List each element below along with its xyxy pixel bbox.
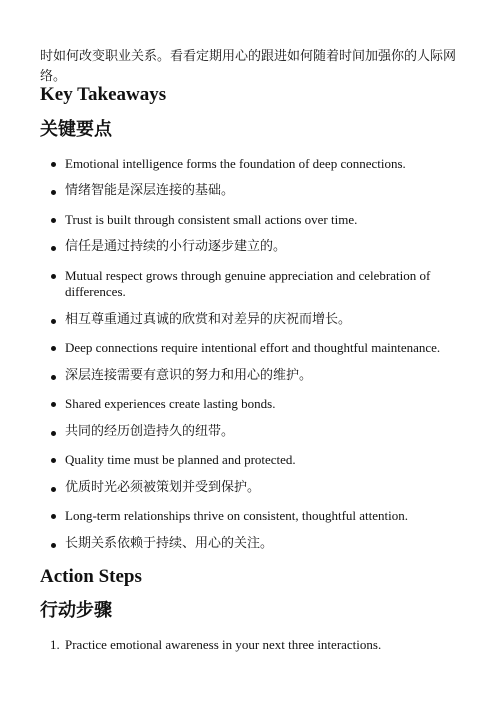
bullet-icon — [51, 246, 56, 251]
bullet-icon — [51, 487, 56, 492]
list-item-number: 1. — [50, 637, 60, 652]
action-steps-heading: Action Steps — [40, 566, 142, 587]
bullet-icon — [51, 319, 56, 324]
key-takeaways-heading-cn: 关键要点 — [40, 119, 112, 140]
bullet-icon — [51, 162, 56, 167]
key-takeaways-heading: Key Takeaways — [40, 84, 167, 105]
bullet-icon — [51, 218, 56, 223]
bullet-icon — [51, 375, 56, 380]
bullet-icon — [51, 431, 56, 436]
list-item-text: Deep connections require intentional effort and thoughtful maintenance. — [65, 340, 441, 355]
list-item-text: Quality time must be planned and protected. — [65, 452, 296, 467]
bullet-icon — [51, 514, 56, 519]
action-steps-heading-cn: 行动步骤 — [40, 600, 112, 621]
list-item-text: 优质时光必须被策划并受到保护。 — [65, 480, 261, 495]
list-item-text: Long-term relationships thrive on consistent, thoughtful attention. — [65, 508, 408, 523]
list-item-text: Mutual respect grows through genuine appreciation and celebration of differences. — [65, 268, 431, 299]
list-item-text: 相互尊重通过真诚的欣赏和对差异的庆祝而增长。 — [65, 312, 352, 327]
bullet-icon — [51, 190, 56, 195]
list-item-text: Shared experiences create lasting bonds. — [65, 396, 276, 411]
bullet-icon — [51, 274, 56, 279]
bullet-icon — [51, 543, 56, 548]
list-item-text: Practice emotional awareness in your next three interactions. — [65, 637, 382, 652]
list-item-text: Trust is built through consistent small actions over time. — [65, 212, 358, 227]
bullet-icon — [51, 458, 56, 463]
list-item-text: 情绪智能是深层连接的基础。 — [65, 183, 235, 198]
bullet-icon — [51, 402, 56, 407]
bullet-icon — [51, 346, 56, 351]
list-item-text: 信任是通过持续的小行动逐步建立的。 — [65, 239, 287, 254]
list-item-text: 长期关系依赖于持续、用心的关注。 — [65, 536, 274, 551]
list-item-text: Emotional intelligence forms the foundation of deep connections. — [65, 156, 406, 171]
list-item-text: 深层连接需要有意识的努力和用心的维护。 — [65, 368, 313, 383]
list-item-text: 共同的经历创造持久的纽带。 — [65, 424, 235, 439]
intro-paragraph: 时如何改变职业关系。看看定期用心的跟进如何随着时间加强你的人际网络。 — [40, 49, 457, 84]
